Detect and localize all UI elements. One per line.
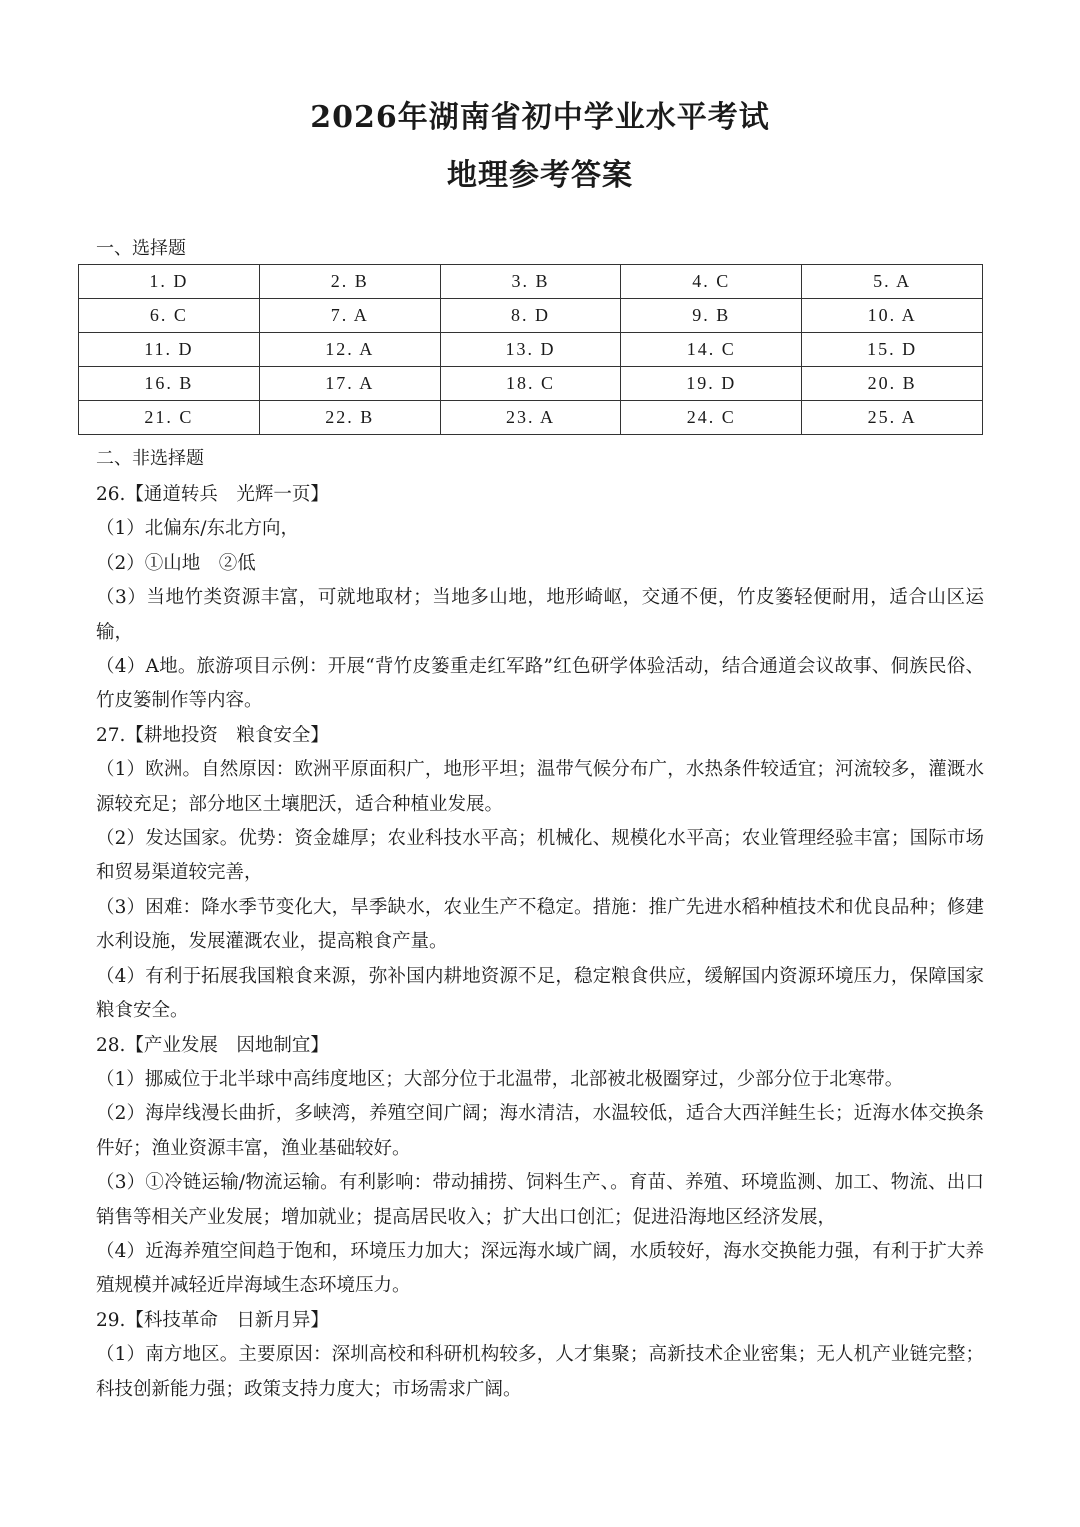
answer-cell: 5. A bbox=[802, 265, 983, 299]
answer-paragraph: （4）A地。旅游项目示例：开展“背竹皮篓重走红军路”红色研学体验活动，结合通道会议故事、侗族民俗、竹皮篓制作等内容。 bbox=[96, 656, 984, 712]
answer-cell: 2. B bbox=[259, 265, 440, 299]
answer-cell: 21. C bbox=[79, 401, 260, 435]
question-title: 28.【产业发展 因地制宜】 bbox=[96, 1034, 329, 1056]
answer-cell: 22. B bbox=[259, 401, 440, 435]
answer-cell: 12. A bbox=[259, 333, 440, 367]
exam-title: 2026年湖南省初中学业水平考试 bbox=[310, 100, 770, 135]
answer-paragraph: （3）困难：降水季节变化大，旱季缺水，农业生产不稳定。措施：推广先进水稻种植技术和优良品种；修建水利设施，发展灌溉农业，提高粮食产量。 bbox=[96, 896, 984, 953]
answer-paragraph: （2）①山地 ②低 bbox=[96, 552, 256, 574]
answer-table-row bbox=[79, 265, 983, 299]
answer-cell: 13. D bbox=[440, 333, 621, 367]
answer-paragraph: （1）北偏东/东北方向， bbox=[96, 518, 300, 540]
answer-table-row bbox=[79, 299, 983, 333]
answer-paragraph: （4）有利于拓展我国粮食来源，弥补国内耕地资源不足，稳定粮食供应，缓解国内资源环境压力，保障国家粮食安全。 bbox=[96, 965, 984, 1022]
answer-table-row bbox=[79, 333, 983, 367]
answer-cell: 14. C bbox=[621, 333, 802, 367]
answer-cell: 20. B bbox=[802, 367, 983, 401]
answer-key-subtitle: 地理参考答案 bbox=[447, 158, 633, 193]
answer-paragraph: （1）南方地区。主要原因：深圳高校和科研机构较多，人才集聚；高新技术企业密集；无人机产业链完整；科技创新能力强；政策支持力度大；市场需求广阔。 bbox=[96, 1344, 984, 1400]
answer-paragraph: （1）挪威位于北半球中高纬度地区；大部分位于北温带，北部被北极圈穿过，少部分位于北寒带。 bbox=[96, 1068, 904, 1090]
answer-cell: 8. D bbox=[440, 299, 621, 333]
answer-cell: 15. D bbox=[802, 333, 983, 367]
answer-paragraph: （2）发达国家。优势：资金雄厚；农业科技水平高；机械化、规模化水平高；农业管理经验丰富；国际市场和贸易渠道较完善， bbox=[96, 828, 984, 884]
section-heading-multiple-choice: 一、选择题 bbox=[96, 238, 186, 259]
answer-paragraph: （4）近海养殖空间趋于饱和，环境压力加大；深远海水域广阔，水质较好，海水交换能力强，有利于扩大养殖规模并减轻近岸海域生态环境压力。 bbox=[96, 1240, 984, 1297]
answer-cell: 3. B bbox=[440, 265, 621, 299]
answer-paragraph: （1）欧洲。自然原因：欧洲平原面积广，地形平坦；温带气候分布广，水热条件较适宜；河流较多，灌溉水源较充足；部分地区土壤肥沃，适合种植业发展。 bbox=[96, 759, 984, 815]
multiple-choice-answer-table bbox=[78, 264, 983, 435]
answer-cell: 10. A bbox=[802, 299, 983, 333]
answer-cell: 24. C bbox=[621, 401, 802, 435]
answer-cell: 9. B bbox=[621, 299, 802, 333]
answer-cell: 7. A bbox=[259, 299, 440, 333]
question-title: 26.【通道转兵 光辉一页】 bbox=[96, 484, 329, 505]
answer-cell: 23. A bbox=[440, 401, 621, 435]
answer-paragraph: （3）当地竹类资源丰富，可就地取材；当地多山地，地形崎岖，交通不便，竹皮篓轻便耐用，适合山区运输， bbox=[96, 587, 984, 643]
answer-cell: 11. D bbox=[79, 333, 260, 367]
answer-paragraph: （3）①冷链运输/物流运输。有利影响：带动捕捞、饲料生产、。育苗、养殖、环境监测、加工、物流、出口销售等相关产业发展；增加就业；提高居民收入；扩大出口创汇；促进沿海地区经济发展， bbox=[96, 1172, 984, 1228]
answer-cell: 16. B bbox=[79, 367, 260, 401]
answer-table-row bbox=[79, 367, 983, 401]
answer-cell: 6. C bbox=[79, 299, 260, 333]
answer-cell: 19. D bbox=[621, 367, 802, 401]
answer-cell: 4. C bbox=[621, 265, 802, 299]
answer-cell: 1. D bbox=[79, 265, 260, 299]
question-title: 29.【科技革命 日新月异】 bbox=[96, 1309, 329, 1331]
section-heading-open-questions: 二、非选择题 bbox=[96, 448, 204, 469]
answer-paragraph: （2）海岸线漫长曲折，多峡湾，养殖空间广阔；海水清洁，水温较低，适合大西洋鲑生长；近海水体交换条件好；渔业资源丰富，渔业基础较好。 bbox=[96, 1103, 984, 1159]
answer-cell: 17. A bbox=[259, 367, 440, 401]
question-title: 27.【耕地投资 粮食安全】 bbox=[96, 724, 329, 746]
answer-cell: 18. C bbox=[440, 367, 621, 401]
open-question-answers bbox=[96, 478, 984, 1407]
answer-table-row bbox=[79, 401, 983, 435]
answer-cell: 25. A bbox=[802, 401, 983, 435]
